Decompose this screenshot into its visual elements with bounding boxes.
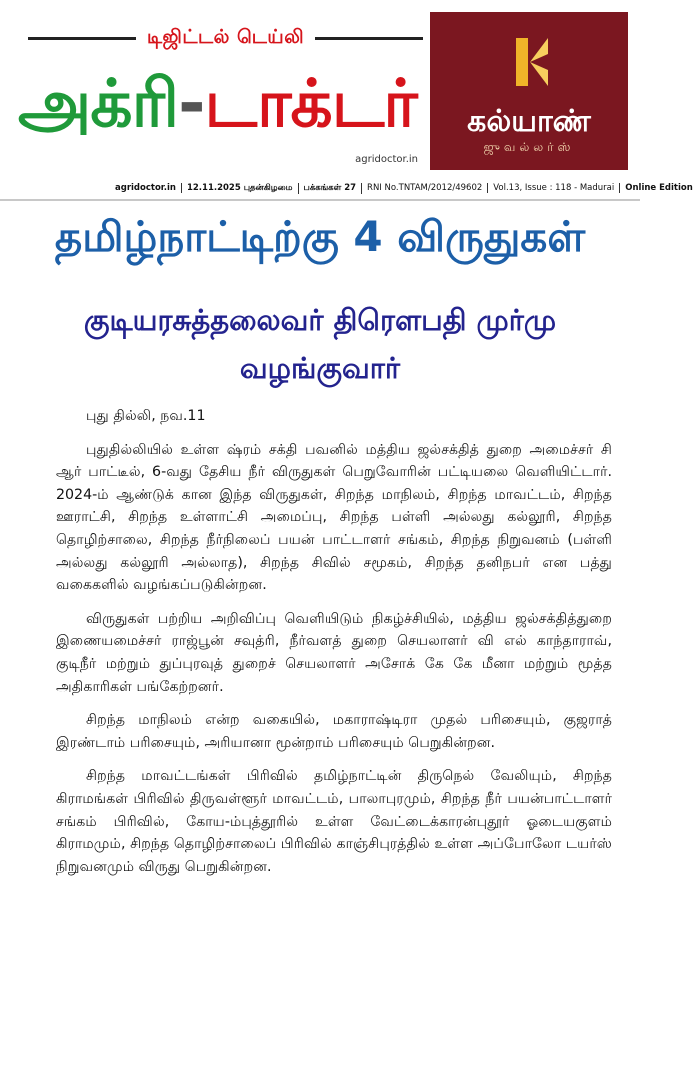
kalyan-jewellers-ad[interactable] <box>430 12 628 170</box>
site-url[interactable]: agridoctor.in <box>355 154 418 165</box>
article-paragraph: சிறந்த மாநிலம் என்ற வகையில், மகாராஷ்டிரா முதல் பரிசையும், குஜராத் இரண்டாம் பரிசையும், அரியானா மூன்றாம் பரிசையும் பெறுகின்றன. <box>56 712 612 751</box>
ad-brand-sub: ஜுவல்லர்ஸ் <box>483 140 575 154</box>
newspaper-name <box>18 54 423 154</box>
info-edition: Online Edition <box>625 183 693 193</box>
logo-hyphen: - <box>178 65 205 142</box>
article-paragraph: புதுதில்லியில் உள்ள ஷ்ரம் சக்தி பவனில் மத்திய ஜல்சக்தித் துறை அமைச்சர் சி ஆர் பாட்டீல், 6-வது தேசிய நீர் விருதுகள் பெறுவோரின் பட்டியலை வெளியிட்டார். 2024-ம் ஆண்டுக் கான இந்த விருதுகள், சிறந்த மாநிலம், சிறந்த மாவட்டம், சிறந்த ஊராட்சி, சிறந்த உள்ளாட்சி அமைப்பு, சிறந்த பள்ளி அல்லது கல்லூரி, சிறந்த தொழிற்சாலை, சிறந்த நீர்நிலைப் பயன் பாட்டாளர் சங்கம், சிறந்த நிறுவனம் (பள்ளி அல்லது கல்லூரி அல்லாத), சிறந்த சிவில் சமூகம், சிறந்த தனிநபர் என பத்து வகைகளில் வழங்கப்படுகின்றன. <box>56 441 612 594</box>
ad-brand-name: கல்யாண் <box>467 104 591 139</box>
info-rni: RNI No.TNTAM/2012/49602 <box>362 183 488 193</box>
kalyan-k-logo-icon <box>508 34 550 90</box>
masthead <box>0 0 640 176</box>
logo-part-doctor: டாக்டர் <box>204 65 417 142</box>
headline: தமிழ்நாட்டிற்கு 4 விருதுகள் <box>54 212 586 261</box>
edition-info-bar <box>110 178 693 198</box>
info-date: 12.11.2025 புதன்கிழமை <box>182 183 299 194</box>
tagline-rule-left <box>28 37 136 40</box>
logo-part-agri: அக்ரி <box>18 65 179 142</box>
header-divider <box>0 199 640 201</box>
subheadline: குடியரசுத்தலைவர் திரௌபதி முர்மு வழங்குவார் <box>83 303 557 385</box>
article-paragraph: சிறந்த மாவட்டங்கள் பிரிவில் தமிழ்நாட்டின் திருநெல் வேலியும், சிறந்த கிராமங்கள் பிரிவில் திருவள்ளூர் மாவட்டம், பாலாபுரமும், சிறந்த நீர் பயன்பாட்டாளர் சங்கம் பிரிவில், கோய-ம்புத்தூரில் உள்ள வேட்டைக்காரன்புதூர் ஓடையகுளம் கிராமமும், சிறந்த தொழிற்சாலைப் பிரிவில் காஞ்சிபுரத்தில் உள்ள அப்போலோ டயர்ஸ் நிறுவனமும் விருது பெறுகின்றன. <box>56 768 612 875</box>
brand-logo[interactable] <box>10 14 420 174</box>
article-paragraph: விருதுகள் பற்றிய அறிவிப்பு வெளியிடும் நிகழ்ச்சியில், மத்திய ஜல்சக்தித்துறை இணையமைச்சர் ராஜ்பூன் சவுத்ரி, நீர்வளத் துறை செயலாளர் வி எல் காந்தாராவ், குடிநீர் மற்றும் துப்புரவுத் துறைச் செயலாளர் அசோக் கே கே மீனா மற்றும் மூத்த அதிகாரிகள் பங்கேற்றனர். <box>56 610 612 695</box>
tagline-banner <box>28 24 423 54</box>
info-site[interactable]: agridoctor.in <box>110 183 182 193</box>
article-body <box>56 405 612 889</box>
info-volume: Vol.13, Issue : 118 - Madurai <box>488 183 620 193</box>
dateline: புது தில்லி, நவ.11 <box>86 408 206 424</box>
info-pages: பக்கங்கள் 27 <box>299 183 363 194</box>
tagline: டிஜிட்டல் டெய்லி <box>146 26 305 48</box>
tagline-rule-right <box>315 37 423 40</box>
